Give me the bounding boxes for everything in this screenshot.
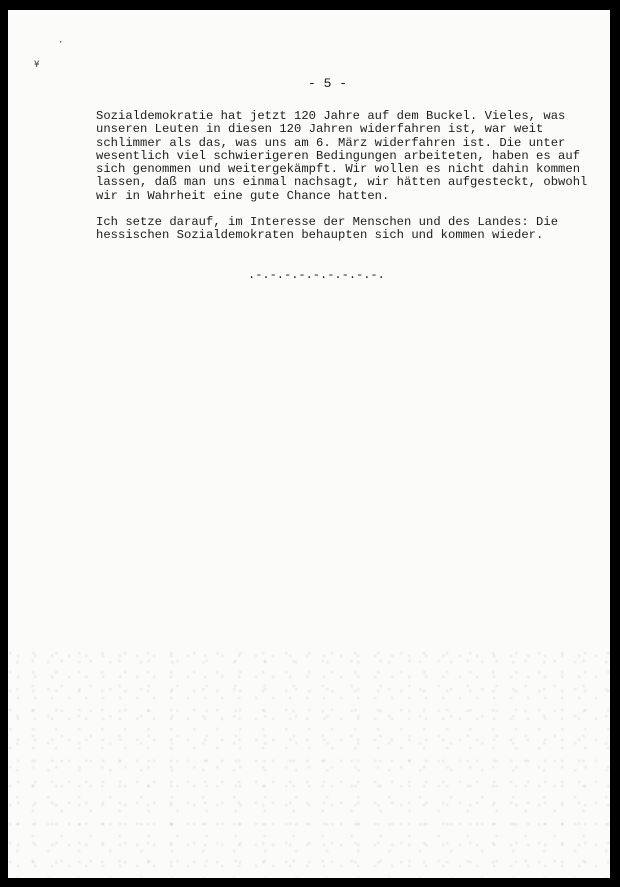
document-page	[8, 10, 610, 878]
text-line: schlimmer als das, was uns am 6. März widerfahren ist. Die unter	[96, 135, 566, 150]
paragraph-2	[96, 216, 586, 243]
text-line: Sozialdemokratie hat jetzt 120 Jahre auf dem Buckel. Vieles, was	[96, 109, 566, 123]
page-number: - 5 -	[308, 76, 348, 91]
end-of-text-mark: .-.-.-.-.-.-.-.-.-.	[248, 268, 385, 282]
text-line: hessischen Sozialdemokraten behaupten sich und kommen wieder.	[96, 228, 544, 243]
scan-speck-mark: ·	[58, 38, 64, 48]
margin-mark: ¥	[34, 60, 40, 70]
text-line: Ich setze darauf, im Interesse der Menschen und des Landes: Die	[96, 215, 559, 230]
text-line: lassen, daß man uns einmal nachsagt, wir hätten aufgesteckt, obwohl	[96, 175, 588, 190]
paragraph-1	[96, 110, 586, 203]
text-line: sich genommen und weitergekämpft. Wir wollen es nicht dahin kommen	[96, 162, 581, 177]
body-text	[96, 110, 586, 256]
text-line: unseren Leuten in diesen 120 Jahren widerfahren ist, war weit	[96, 122, 544, 137]
text-line: wir in Wahrheit eine gute Chance hatten.	[96, 188, 390, 203]
text-line: wesentlich viel schwierigeren Bedingungen arbeiteten, haben es auf	[96, 148, 581, 163]
